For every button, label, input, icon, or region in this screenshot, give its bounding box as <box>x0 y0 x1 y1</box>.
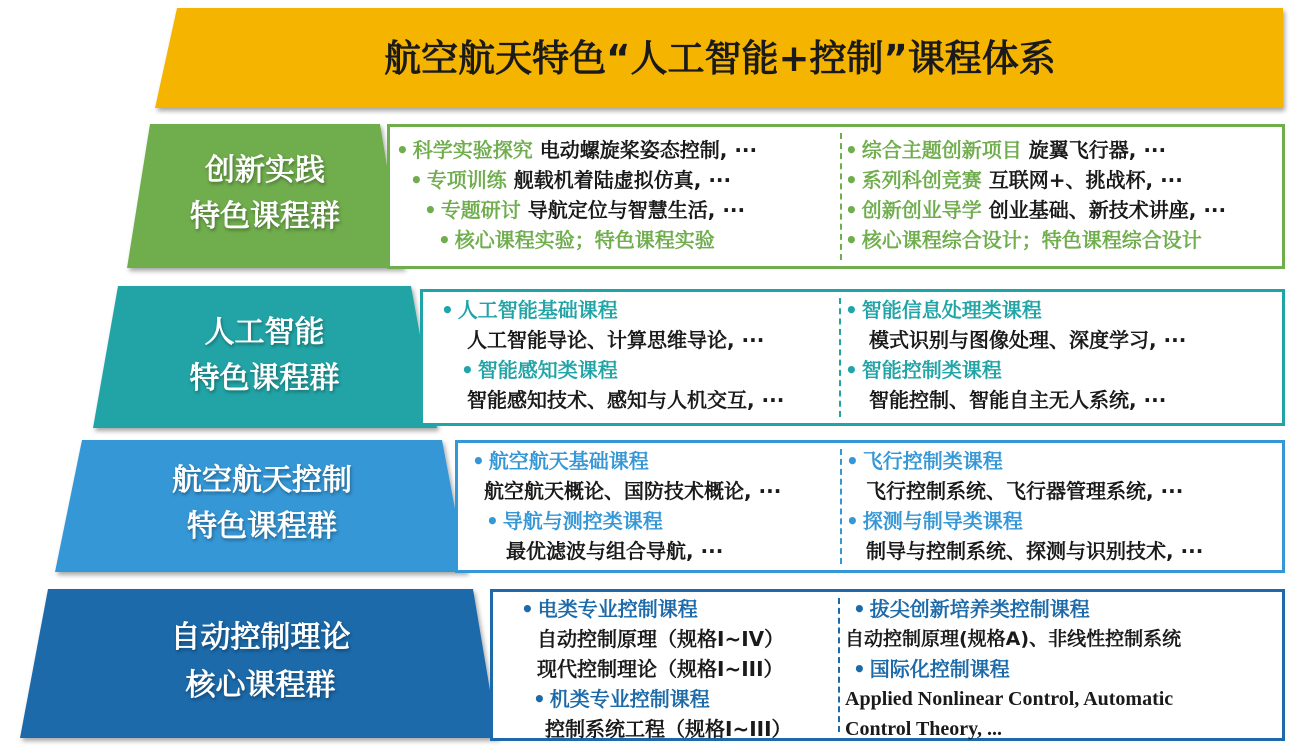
tier-3-label <box>82 458 442 550</box>
course-text: 模式识别与图像处理、深度学习, ··· <box>869 328 1187 352</box>
course-text: 旋翼飞行器, ··· <box>1021 138 1167 162</box>
tier-3-panel <box>455 440 1285 573</box>
course-line: • 科学实验探究 电动螺旋桨姿态控制, ··· <box>396 138 758 162</box>
column-divider <box>840 449 842 564</box>
course-line: • 智能信息处理类课程 <box>845 298 1042 322</box>
course-heading: 核心课程实验；特色课程实验 <box>454 228 715 252</box>
course-text: 智能感知技术、感知与人机交互, ··· <box>467 388 785 412</box>
course-line: • 国际化控制课程 <box>853 657 1010 681</box>
column-divider <box>839 298 841 417</box>
course-heading: 导航与测控类课程 <box>502 509 663 533</box>
course-line: • 飞行控制类课程 <box>846 449 1003 473</box>
tier-3-label-line1: 航空航天控制 <box>172 463 352 498</box>
course-text: 导航定位与智慧生活, ··· <box>520 198 746 222</box>
course-text: 现代控制理论（规格I~III） <box>537 657 784 681</box>
course-line: • 智能感知类课程 <box>461 358 618 382</box>
course-heading: 核心课程综合设计；特色课程综合设计 <box>861 228 1202 252</box>
course-heading: 系列科创竞赛 <box>861 168 982 192</box>
course-heading: 科学实验探究 <box>412 138 533 162</box>
course-text: 自动控制原理(规格A)、非线性控制系统 <box>845 628 1182 650</box>
course-text: 人工智能导论、计算思维导论, ··· <box>467 328 765 352</box>
tier-2-label <box>118 310 411 402</box>
course-heading: 专项训练 <box>426 168 507 192</box>
course-heading: 创新创业导学 <box>861 198 982 222</box>
course-heading: 国际化控制课程 <box>869 657 1010 681</box>
course-line: • 系列科创竞赛 互联网+、挑战杯, ··· <box>845 168 1183 192</box>
course-line: • 探测与制导类课程 <box>846 509 1023 533</box>
course-line: • 航空航天基础课程 <box>472 449 649 473</box>
tier-1-label <box>150 148 380 240</box>
tier-2-panel <box>420 289 1285 426</box>
course-heading: 探测与制导类课程 <box>862 509 1023 533</box>
course-line: • 专项训练 舰载机着陆虚拟仿真, ··· <box>410 168 732 192</box>
tier-1-right-column <box>845 127 1285 266</box>
course-heading: 拔尖创新培养类控制课程 <box>869 597 1090 621</box>
tier-2-label-line2: 特色课程群 <box>189 361 340 396</box>
course-text: Applied Nonlinear Control, Automatic <box>845 688 1174 710</box>
course-line: • 电类专业控制课程 <box>521 597 698 621</box>
course-line: • 人工智能基础课程 <box>441 298 618 322</box>
column-divider <box>840 133 842 260</box>
course-text: 互联网+、挑战杯, ··· <box>981 168 1183 192</box>
course-heading: 专题研讨 <box>440 198 521 222</box>
course-heading: 机类专业控制课程 <box>549 687 710 711</box>
course-line: • 核心课程实验；特色课程实验 <box>438 228 715 252</box>
tier-1-label-line1: 创新实践 <box>205 153 325 188</box>
course-heading: 飞行控制类课程 <box>862 449 1003 473</box>
tier-2-label-line1: 人工智能 <box>204 315 325 350</box>
course-text: 最优滤波与组合导航, ··· <box>506 539 724 563</box>
tier-1-panel <box>387 124 1285 269</box>
page-title: 航空航天特色“人工智能+控制”课程体系 <box>384 37 1056 80</box>
tier-3-label-line2: 特色课程群 <box>187 509 337 544</box>
course-heading: 智能控制类课程 <box>861 358 1002 382</box>
course-text: 舰载机着陆虚拟仿真, ··· <box>506 168 732 192</box>
tier-2-left-column <box>441 292 841 423</box>
course-text: 航空航天概论、国防技术概论, ··· <box>484 479 782 503</box>
course-heading: 智能感知类课程 <box>477 358 618 382</box>
course-text: 创业基础、新技术讲座, ··· <box>981 198 1227 222</box>
course-heading: 电类专业控制课程 <box>537 597 698 621</box>
course-text: 智能控制、智能自主无人系统, ··· <box>869 388 1167 412</box>
course-heading: 航空航天基础课程 <box>488 449 649 473</box>
course-text: 飞行控制系统、飞行器管理系统, ··· <box>866 479 1184 503</box>
course-line: • 专题研讨 导航定位与智慧生活, ··· <box>424 198 746 222</box>
tier-4-right-column <box>845 592 1283 738</box>
tier-4-left-column <box>521 592 841 741</box>
course-text: 自动控制原理（规格I~IV） <box>537 627 785 651</box>
course-text: 电动螺旋桨姿态控制, ··· <box>532 138 758 162</box>
course-text: 控制系统工程（规格I~III） <box>545 717 792 741</box>
course-line: • 智能控制类课程 <box>845 358 1002 382</box>
tier-4-label-line2: 核心课程群 <box>185 668 336 703</box>
tier-4-label <box>48 614 473 710</box>
tier-1-label-line2: 特色课程群 <box>190 199 340 234</box>
course-line: • 核心课程综合设计；特色课程综合设计 <box>845 228 1202 252</box>
course-heading: 智能信息处理类课程 <box>861 298 1042 322</box>
course-text: Control Theory, ... <box>845 718 1003 740</box>
course-line: • 创新创业导学 创业基础、新技术讲座, ··· <box>845 198 1227 222</box>
course-line: • 导航与测控类课程 <box>486 509 663 533</box>
tier-2-right-column <box>845 292 1285 423</box>
tier-4-panel <box>490 589 1285 741</box>
tier-3-left-column <box>472 443 842 570</box>
tier-4-label-line1: 自动控制理论 <box>170 620 351 655</box>
course-heading: 综合主题创新项目 <box>861 138 1022 162</box>
course-text: 制导与控制系统、探测与识别技术, ··· <box>866 539 1204 563</box>
tier-3-right-column <box>846 443 1282 570</box>
course-line: • 机类专业控制课程 <box>533 687 710 711</box>
tier-1-left-column <box>396 127 836 266</box>
course-line: • 拔尖创新培养类控制课程 <box>853 597 1090 621</box>
column-divider <box>838 598 840 732</box>
course-line: • 综合主题创新项目 旋翼飞行器, ··· <box>845 138 1167 162</box>
course-heading: 人工智能基础课程 <box>457 298 618 322</box>
